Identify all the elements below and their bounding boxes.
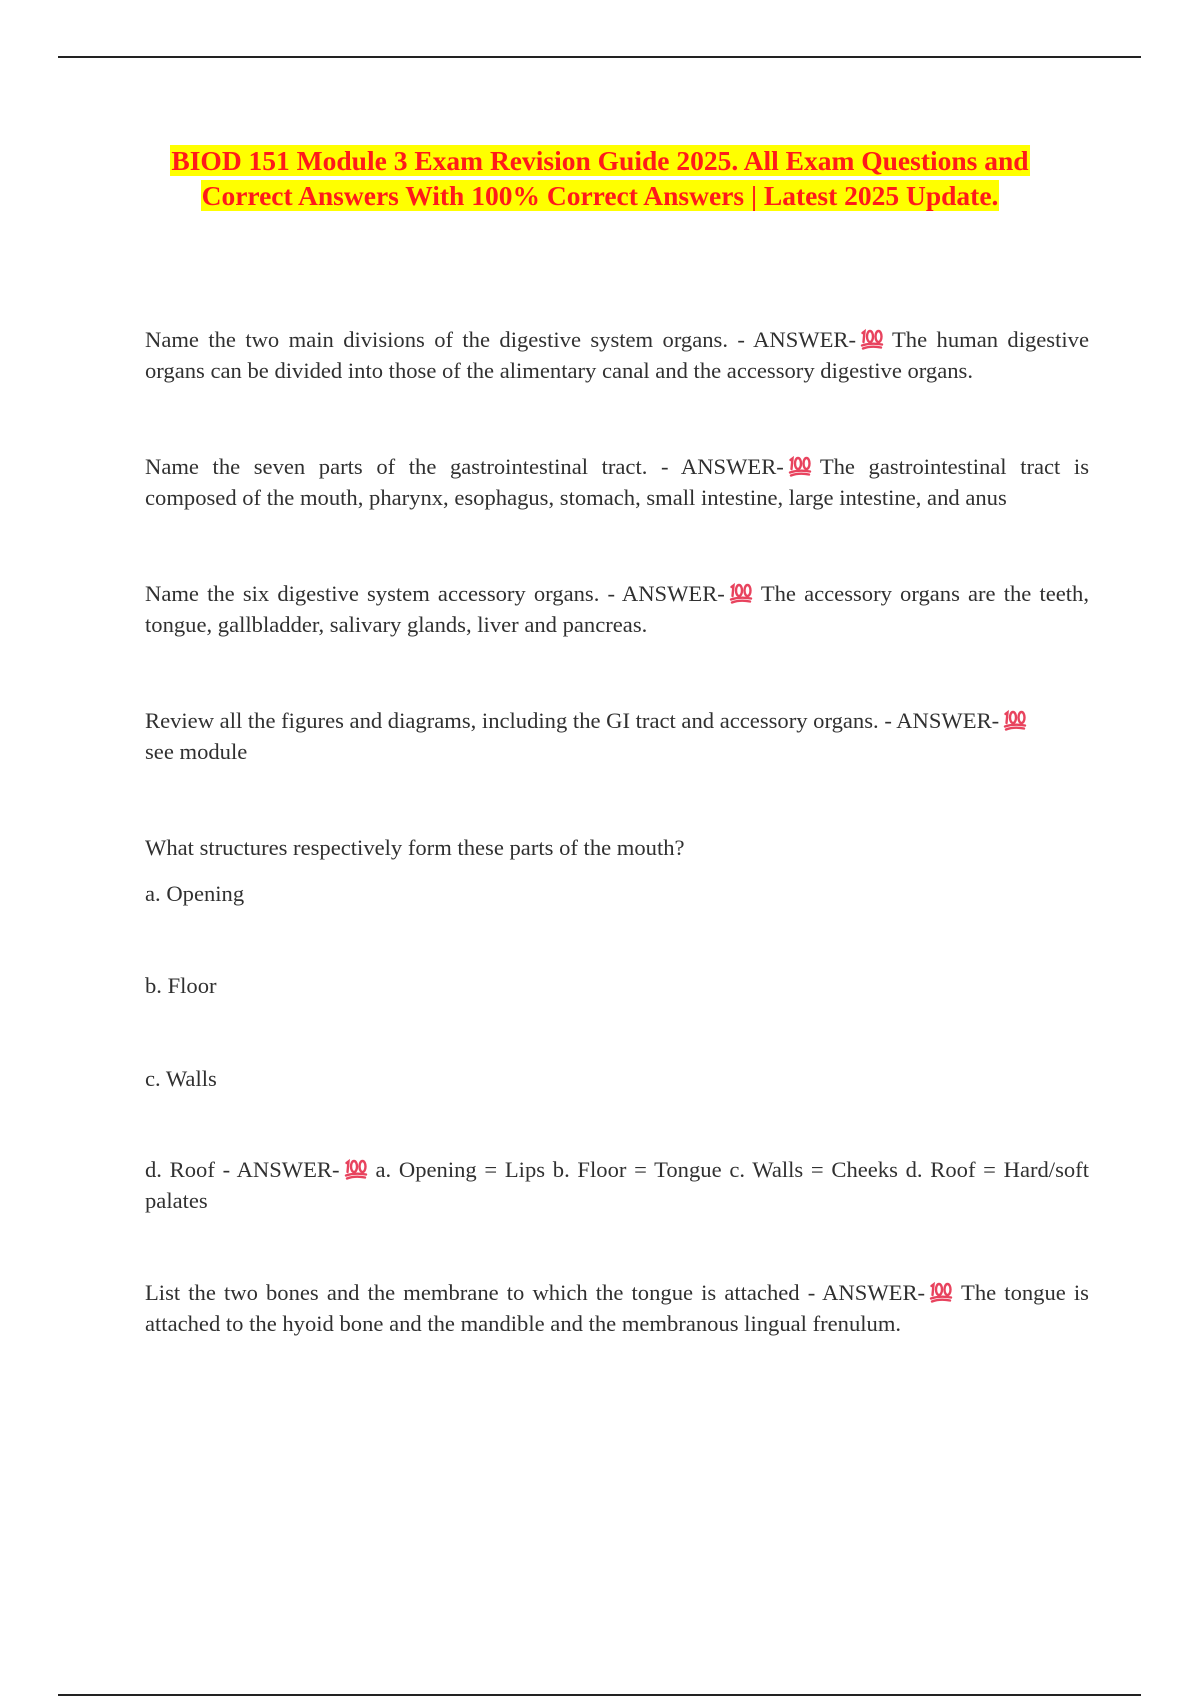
mouth-part-roof: d. Roof [145,1157,215,1182]
answer-text: The human digestive organs can be divided into those of the alimentary canal and the accessory digestive organs. [145,327,1089,383]
answer-marker: - ANSWER- [737,327,856,352]
question-text: Name the six digestive system accessory organs. [145,581,600,606]
question-text: Name the seven parts of the gastrointestinal tract. [145,454,648,479]
hundred-points-icon [787,455,812,477]
answer-text: The gastrointestinal tract is composed of the mouth, pharynx, esophagus, stomach, small intestine, large intestine, and anus [145,454,1089,510]
question-text: List the two bones and the membrane to which the tongue is attached [145,1280,800,1305]
question-text: Review all the figures and diagrams, including the GI tract and accessory organs. [145,708,879,733]
answer-marker: - ANSWER- [807,1280,926,1305]
answer-marker: - ANSWER- [222,1157,340,1182]
mouth-qa-item [145,832,1089,1216]
answer-text: see module [145,739,248,764]
hundred-points-icon [859,328,884,350]
qa-content [145,324,1089,1362]
qa-item [145,705,1089,767]
hundred-points-icon [343,1158,368,1180]
qa-item [145,1277,1089,1339]
question-text: Name the two main divisions of the digestive system organs. [145,327,728,352]
hundred-points-icon [1002,709,1027,731]
answer-marker: - ANSWER- [607,581,725,606]
hundred-points-icon [928,1281,953,1303]
qa-item [145,578,1089,640]
title-line-2: Correct Answers With 100% Correct Answers | Latest 2025 Update. [201,180,999,211]
answer-text: The tongue is attached to the hyoid bone and the mandible and the membranous lingual frenulum. [145,1280,1089,1336]
qa-item [145,451,1089,513]
question-text: What structures respectively form these parts of the mouth? [145,835,685,860]
answer-text: The accessory organs are the teeth, tongue, gallbladder, salivary glands, liver and pancreas. [145,581,1089,637]
answer-marker: - ANSWER- [661,454,784,479]
header-rule [58,56,1141,58]
answer-text: a. Opening = Lips b. Floor = Tongue c. Walls = Cheeks d. Roof = Hard/soft palates [145,1157,1089,1213]
footer-rule [58,1694,1141,1696]
answer-marker: - ANSWER- [884,708,1000,733]
hundred-points-icon [728,582,753,604]
mouth-part-roof-answer [145,1154,1089,1216]
document-title [100,143,1100,213]
title-line-1: BIOD 151 Module 3 Exam Revision Guide 2025. All Exam Questions and [171,145,1029,176]
mouth-part-walls: c. Walls [145,1066,217,1091]
mouth-part-floor: b. Floor [145,973,217,998]
mouth-part-opening: a. Opening [145,881,245,906]
qa-item [145,324,1089,386]
